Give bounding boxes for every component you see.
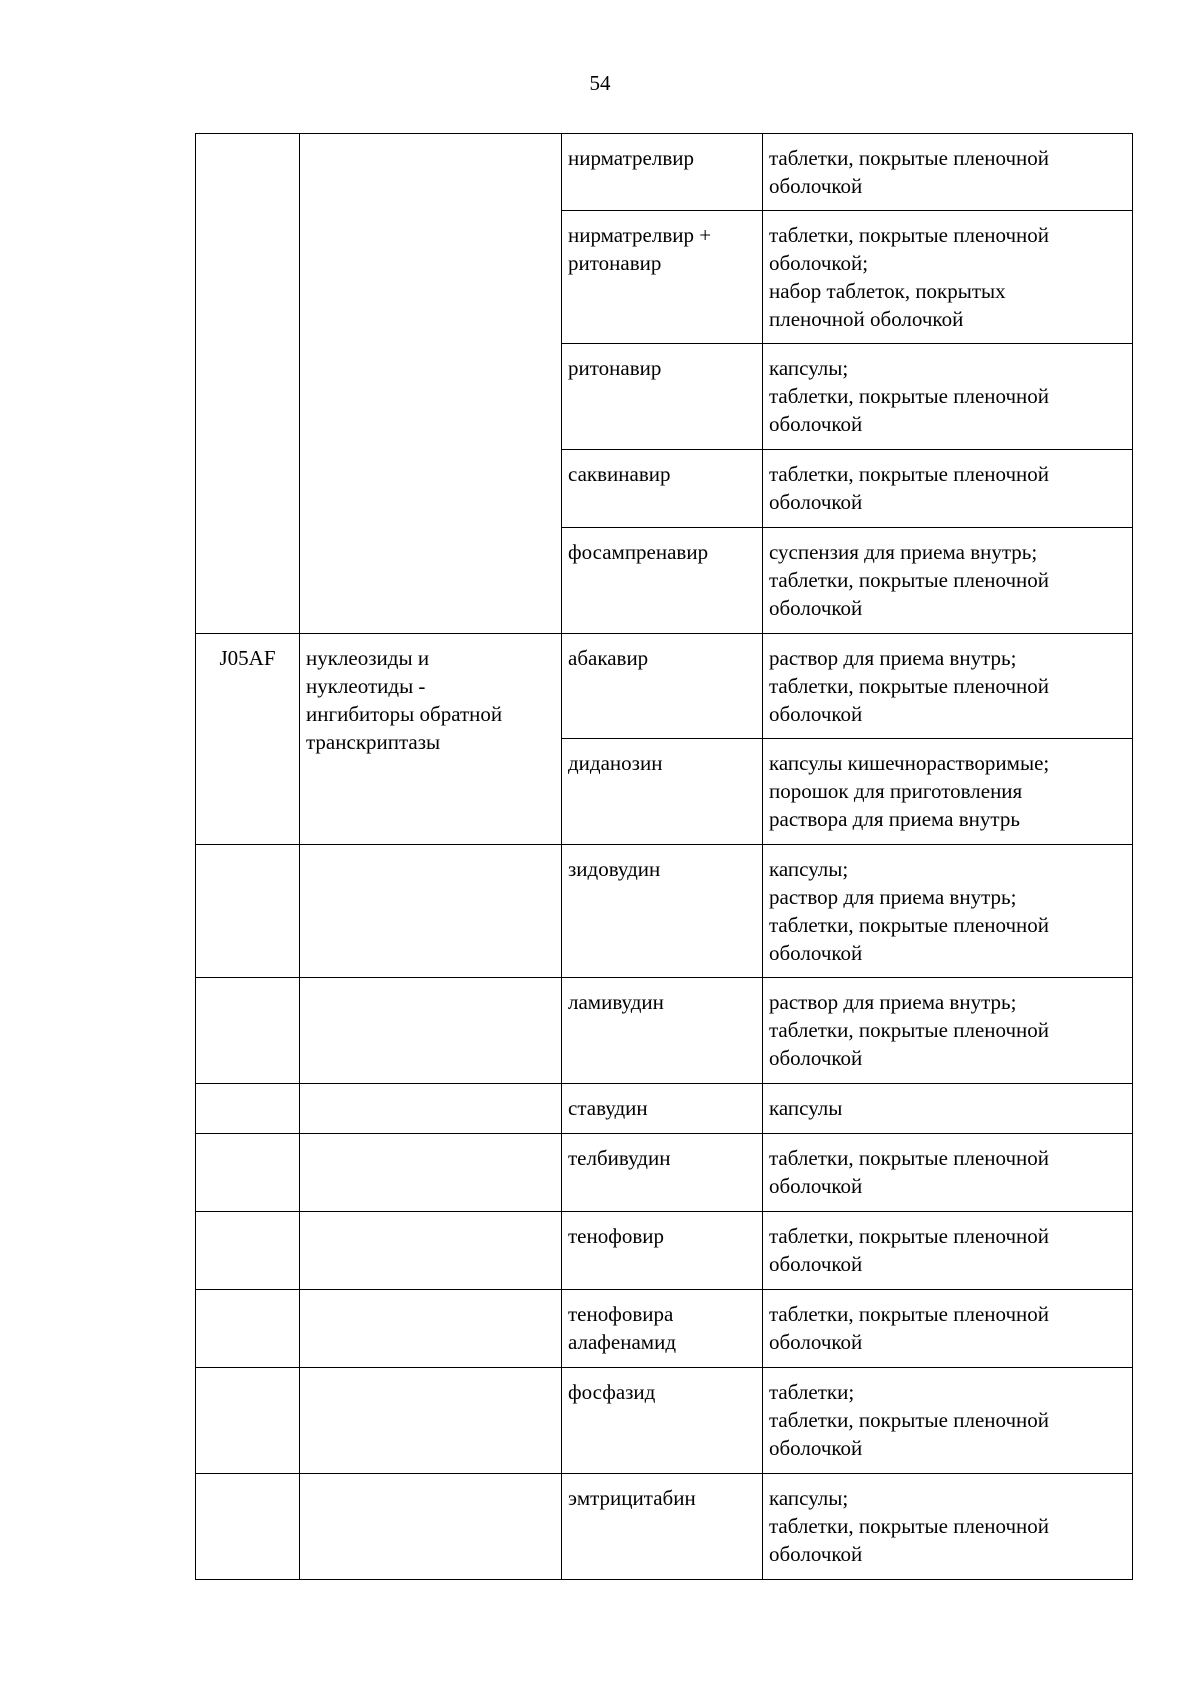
dosage-form-cell: таблетки, покрытые пленочной оболочкой [763,134,1133,211]
group-cell [300,1134,562,1212]
group-cell [300,134,562,634]
group-cell: нуклеозиды и нуклеотиды - ингибиторы обратной транскриптазы [300,634,562,845]
group-cell [300,1474,562,1580]
dosage-form-cell: раствор для приема внутрь; таблетки, покрытые пленочной оболочкой [763,634,1133,739]
table-row [196,1290,1133,1368]
dosage-form-cell: капсулы [763,1084,1133,1134]
drug-name-cell: нирматрелвир + ритонавир [562,211,763,344]
atc-code-cell [196,845,300,978]
atc-code-cell [196,1368,300,1474]
drug-name-cell: тенофовир [562,1212,763,1290]
dosage-form-cell: капсулы; таблетки, покрытые пленочной оболочкой [763,1474,1133,1580]
dosage-form-cell: капсулы; таблетки, покрытые пленочной оболочкой [763,344,1133,450]
table-row [196,134,1133,211]
drug-name-cell: нирматрелвир [562,134,763,211]
drug-name-cell: ставудин [562,1084,763,1134]
drug-table [195,133,1133,1580]
dosage-form-cell: капсулы; раствор для приема внутрь; таблетки, покрытые пленочной оболочкой [763,845,1133,978]
dosage-form-cell: капсулы кишечнорастворимые; порошок для приготовления раствора для приема внутрь [763,739,1133,845]
table-row [196,1368,1133,1474]
table-row [196,1084,1133,1134]
table-row [196,1134,1133,1212]
drug-name-cell: телбивудин [562,1134,763,1212]
group-cell [300,1212,562,1290]
dosage-form-cell: суспензия для приема внутрь; таблетки, покрытые пленочной оболочкой [763,528,1133,634]
drug-name-cell: ламивудин [562,978,763,1084]
atc-code-cell [196,1212,300,1290]
drug-name-cell: абакавир [562,634,763,739]
table-row [196,1212,1133,1290]
atc-code-cell [196,134,300,634]
dosage-form-cell: таблетки, покрытые пленочной оболочкой [763,1290,1133,1368]
dosage-form-cell: таблетки, покрытые пленочной оболочкой; набор таблеток, покрытых пленочной оболочкой [763,211,1133,344]
drug-name-cell: тенофовира алафенамид [562,1290,763,1368]
table-row [196,978,1133,1084]
group-cell [300,978,562,1084]
atc-code-cell [196,978,300,1084]
drug-name-cell: зидовудин [562,845,763,978]
group-cell [300,1084,562,1134]
group-cell [300,845,562,978]
group-cell [300,1290,562,1368]
drug-name-cell: эмтрицитабин [562,1474,763,1580]
dosage-form-cell: таблетки; таблетки, покрытые пленочной оболочкой [763,1368,1133,1474]
drug-name-cell: ритонавир [562,344,763,450]
dosage-form-cell: таблетки, покрытые пленочной оболочкой [763,1212,1133,1290]
drug-name-cell: диданозин [562,739,763,845]
atc-code-cell: J05AF [196,634,300,845]
group-cell [300,1368,562,1474]
dosage-form-cell: таблетки, покрытые пленочной оболочкой [763,450,1133,528]
atc-code-cell [196,1290,300,1368]
table-row [196,634,1133,739]
dosage-form-cell: таблетки, покрытые пленочной оболочкой [763,1134,1133,1212]
atc-code-cell [196,1474,300,1580]
atc-code-cell [196,1134,300,1212]
drug-name-cell: фосампренавир [562,528,763,634]
dosage-form-cell: раствор для приема внутрь; таблетки, покрытые пленочной оболочкой [763,978,1133,1084]
atc-code-cell [196,1084,300,1134]
table-row [196,1474,1133,1580]
table-row [196,845,1133,978]
drug-name-cell: фосфазид [562,1368,763,1474]
page-number: 54 [589,71,611,95]
drug-name-cell: саквинавир [562,450,763,528]
